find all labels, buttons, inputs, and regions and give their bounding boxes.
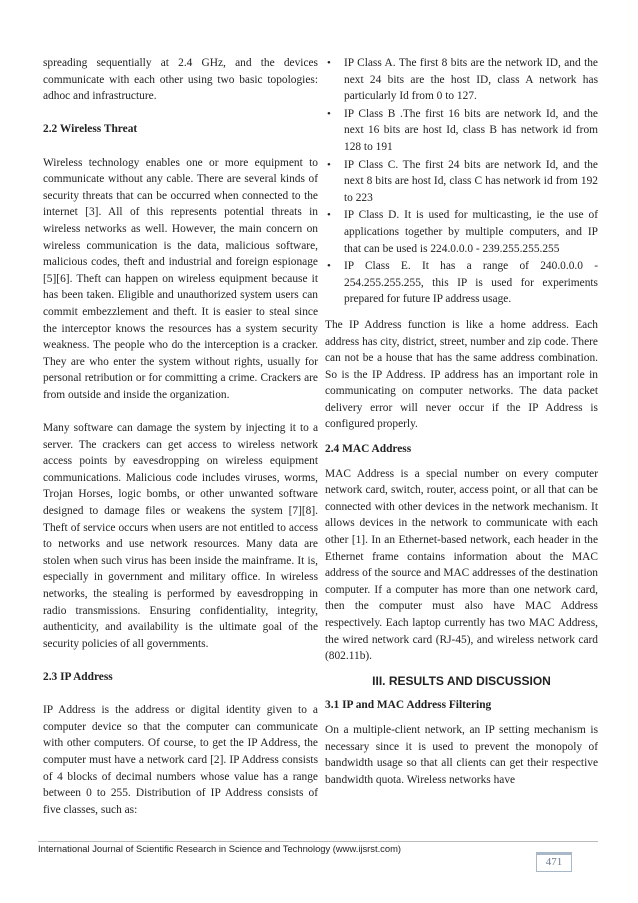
list-item [325, 157, 598, 207]
left-column [43, 55, 318, 818]
bullet-icon: • [327, 158, 331, 171]
ip-class-b-text: IP Class B .The first 16 bits are network Id, and the next 16 bits are host Id, class B has network id from 128 to 191 [344, 107, 598, 153]
list-item [325, 258, 598, 308]
list-item [325, 55, 598, 105]
ip-class-d-text: IP Class D. It is used for multicasting, ie the use of applications together by multiple computers, and IP that can be used is 224.0.0.0 - 239.255.255.255 [344, 209, 598, 255]
ip-address-paragraph: IP Address is the address or digital identity given to a computer device so that the computer can communicate with other computers. Of course, to get the IP Address, the computer must have a network card [2]. IP Address consists of 4 blocks of decimal numbers whose value has a range between 0 to 255. Distribution of IP Address consists of five classes, such as: [43, 704, 318, 816]
mac-address-heading: 2.4 MAC Address [325, 443, 412, 456]
bullet-icon: • [327, 107, 331, 120]
ip-class-c-text: IP Class C. The first 24 bits are network Id, and the next 8 bits are host Id, class C has network id from 192 to 223 [344, 158, 598, 204]
results-discussion-heading: III. RESULTS AND DISCUSSION [372, 673, 551, 688]
list-item [325, 106, 598, 156]
software-threat-paragraph: Many software can damage the system by injecting it to a server. The crackers can get access to wireless network access points by eavesdropping on wireless equipment communications. Malicious code includes viruses, worms, Trojan Horses, logic bombs, or other unwanted software designed to damage files or weakens the system [7][8]. Theft of service occurs when users are not entitled to access to networks and use network resources. Many data are stolen when such virus has been inside the mainframe. It is, especially in government and military office. In wireless networks, the stealing is performed by eavesdropping in radio transmissions. Ensuring confidentiality, integrity, authenticity, and availability is the ultimate goal of the security policies of all governments. [43, 422, 318, 650]
wireless-threat-paragraph: Wireless technology enables one or more equipment to communicate without any cable. There are several kinds of security threats that can be occurred when connected to the internet [3]. All of this represents potential threats in wireless networks as well. However, the main concern on wireless communication is the data, malicious software, malicious codes, theft and industrial and foreign espionage [5][6]. Theft can happen on wireless equipment because it has been taken. Eligible and unauthorized system users can commit embezzlement and theft. It is easier to steal since the interceptor knows the resources has a system security weakness. The people who do the interception is a cracker. They are who enter the system without rights, usually for personal retribution or for committing a crime. Crackers are from outside and inside the organization. [43, 156, 318, 401]
ip-class-e-text: IP Class E. It has a range of 240.0.0.0 - 254.255.255.255, this IP is used for experiments prepared for future IP address usage. [344, 260, 598, 306]
footer-divider [38, 841, 598, 842]
ip-class-list [325, 55, 598, 308]
filtering-heading: 3.1 IP and MAC Address Filtering [325, 699, 492, 712]
intro-paragraph: spreading sequentially at 2.4 GHz, and the devices communicate with each other using two basic topologies: adhoc and infrastructure. [43, 57, 318, 103]
right-column [325, 55, 598, 788]
bullet-icon: • [327, 57, 331, 69]
page-number: 471 [536, 852, 572, 872]
ip-class-a-text: IP Class A. The first 8 bits are the network ID, and the next 24 bits are the host ID, class A network has particularly Id from 0 to 127. [344, 57, 598, 103]
journal-footer: International Journal of Scientific Research in Science and Technology (www.ijsrst.com) [38, 843, 402, 854]
ip-address-heading: 2.3 IP Address [43, 670, 113, 683]
ip-function-paragraph: The IP Address function is like a home address. Each address has city, district, street, number and zip code. There can not be a house that has the same address combination. So is the IP Address. IP address has an important role in communicating on computer networks. The data packet delivery error will never occur if the IP Address is configured properly. [325, 318, 598, 431]
list-item [325, 207, 598, 257]
bullet-icon: • [327, 260, 331, 273]
bullet-icon: • [327, 209, 331, 222]
mac-address-paragraph: MAC Address is a special number on every computer network card, switch, router, access point, or all that can be connected with other devices in the network mechanism. It allows devices in the network to communicate with each other [1]. In an Ethernet-based network, each header in the Ethernet frame contains information about the MAC address of the source and MAC addresses of the destination computer. If a computer has more than one network card, then the computer must also have MAC Address respectively. Each laptop currently has two MAC Address, the wired network card (RJ-45), and wireless network card (802.11b). [325, 467, 598, 663]
filtering-paragraph: On a multiple-client network, an IP setting mechanism is necessary since it is used to prevent the monopoly of bandwidth usage so that all clients can get their respective bandwidth quota. Wireless networks have [325, 723, 598, 786]
wireless-threat-heading: 2.2 Wireless Threat [43, 123, 138, 136]
